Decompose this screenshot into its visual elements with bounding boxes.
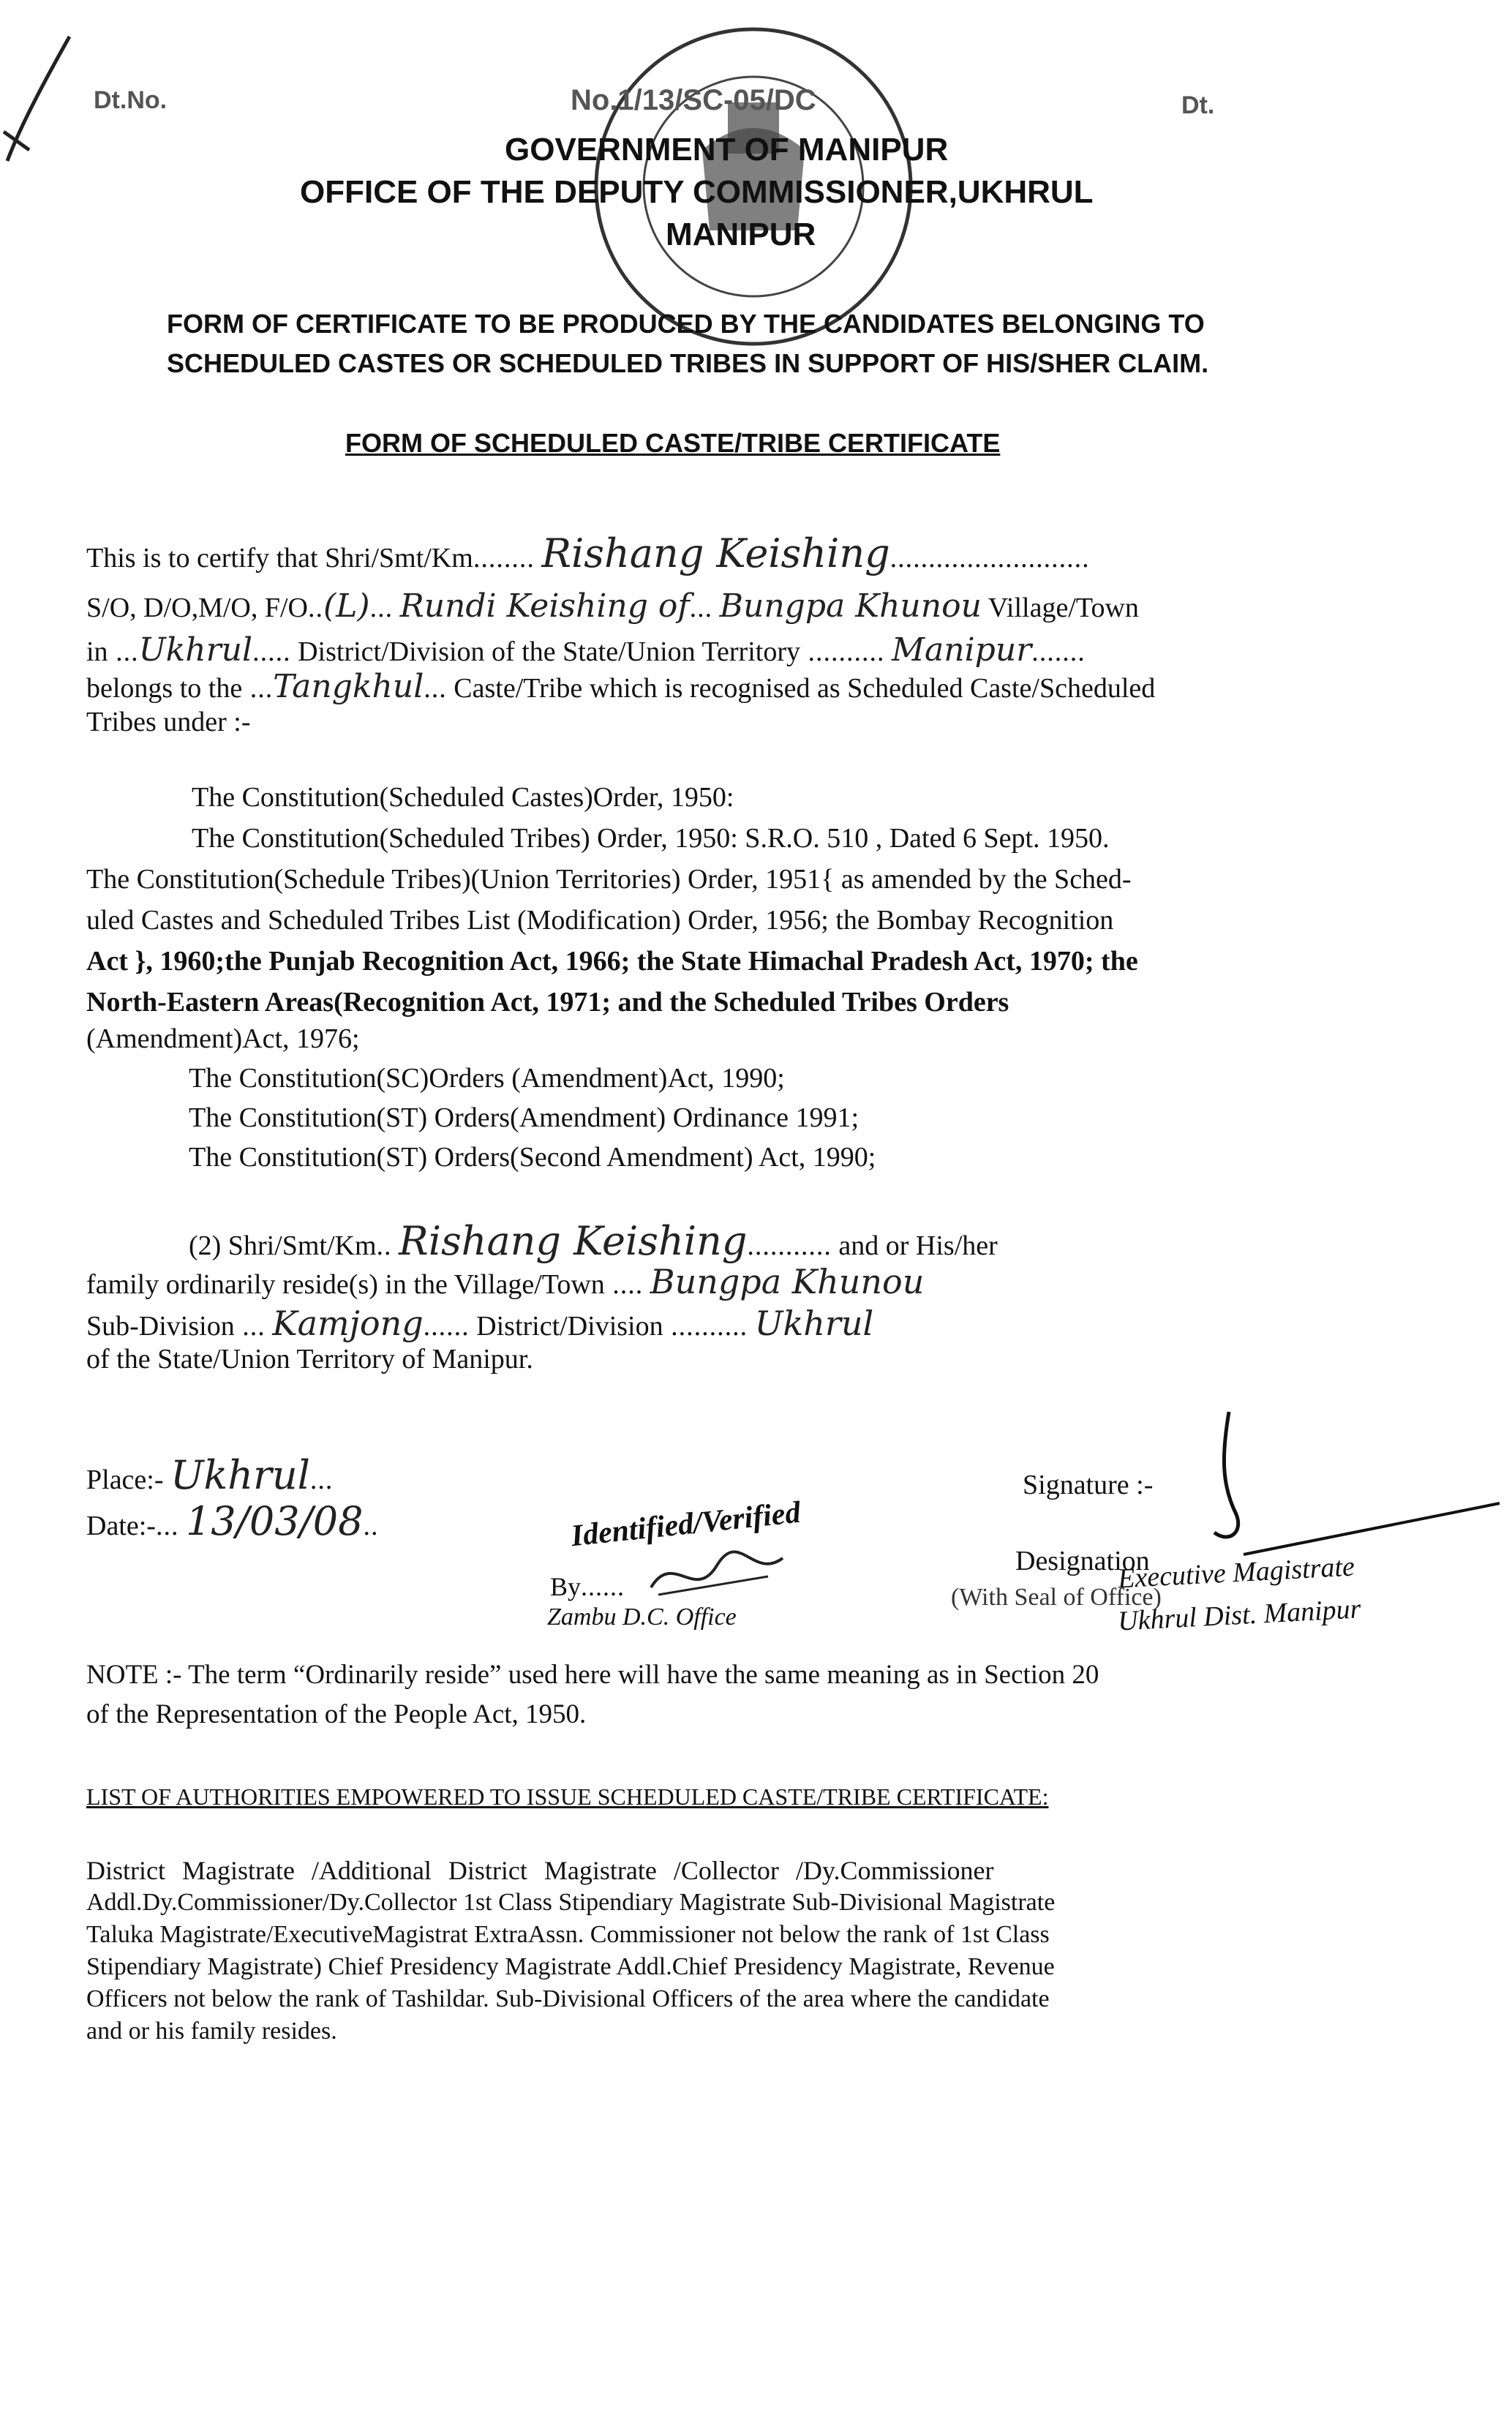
seal-label: (With Seal of Office) <box>951 1584 1162 1611</box>
tribe-prefix: belongs to the <box>86 673 243 704</box>
authorities-line5: Officers not below the rank of Tashildar. Sub-Divisional Officers of the area where the candidate <box>86 1985 1050 2012</box>
relation-mark: (L) <box>323 587 370 625</box>
order-1: The Constitution(Scheduled Castes)Order, 1950: <box>192 782 734 813</box>
certify-line2: S/O, D/O,M/O, F/O..(L)... Rundi Keishing of... Bungpa Khunou Village/Town <box>86 587 1139 625</box>
ref-number: No.1/13/SC-05/DC <box>571 84 816 116</box>
residence-line2: family ordinarily reside(s) in the Village/Town .... Bungpa Khunou <box>86 1262 925 1301</box>
date-row: Date:-... 13/03/08.. <box>86 1498 379 1544</box>
residence-district: Ukhrul <box>754 1304 874 1343</box>
district-name: Ukhrul <box>138 631 253 669</box>
signature-label: Signature :- <box>1023 1470 1154 1500</box>
order-3e: (Amendment)Act, 1976; <box>86 1023 360 1054</box>
order-6: The Constitution(ST) Orders(Second Amendment) Act, 1990; <box>189 1142 876 1173</box>
district-prefix: in <box>86 636 108 667</box>
margin-pen-mark <box>0 22 88 168</box>
authorities-heading: LIST OF AUTHORITIES EMPOWERED TO ISSUE SCHEDULED CASTE/TRIBE CERTIFICATE: <box>86 1783 1049 1810</box>
district-mid: District/Division of the State/Union Territory <box>298 636 800 667</box>
by-row: By...... <box>550 1572 625 1601</box>
order-4: The Constitution(SC)Orders (Amendment)Act, 1990; <box>189 1063 785 1094</box>
by-label: By <box>550 1572 582 1601</box>
certify-line4: belongs to the ...Tangkhul... Caste/Tribe which is recognised as Scheduled Caste/Scheduled <box>86 668 1156 705</box>
by-value: Zambu D.C. Office <box>547 1603 737 1631</box>
candidate-name: Rishang Keishing <box>541 530 890 576</box>
certify-prefix: This is to certify that Shri/Smt/Km <box>86 543 473 574</box>
form-subtitle: FORM OF SCHEDULED CASTE/TRIBE CERTIFICATE <box>345 428 1001 458</box>
place-heading: MANIPUR <box>666 217 816 252</box>
certify-line3: in ...Ukhrul..... District/Division of the State/Union Territory .......... Manipur....... <box>86 631 1086 669</box>
order-3a: The Constitution(Schedule Tribes)(Union Territories) Order, 1951{ as amended by the Sched- <box>86 864 1132 895</box>
authorities-line1: District Magistrate /Additional District Magistrate /Collector /Dy.Commissioner <box>86 1856 994 1885</box>
order-3b: uled Castes and Scheduled Tribes List (Modification) Order, 1956; the Bombay Recognition <box>86 905 1114 936</box>
certify-line5: Tribes under :- <box>86 707 251 737</box>
government-heading: GOVERNMENT OF MANIPUR <box>505 132 949 168</box>
form-title-line1: FORM OF CERTIFICATE TO BE PRODUCED BY THE CANDIDATES BELONGING TO <box>167 309 1205 339</box>
order-2: The Constitution(Scheduled Tribes) Order, 1950: S.R.O. 510 , Dated 6 Sept. 1950. <box>192 823 1110 854</box>
verifier-initials <box>644 1544 790 1609</box>
relation-prefix: S/O, D/O,M/O, F/O <box>86 593 308 623</box>
ref-left: Dt.No. <box>94 86 168 114</box>
office-heading: OFFICE OF THE DEPUTY COMMISSIONER,UKHRUL <box>300 174 1094 210</box>
residence-line1: (2) Shri/Smt/Km.. Rishang Keishing........... and or His/her <box>189 1218 998 1264</box>
certify-line1: This is to certify that Shri/Smt/Km........ Rishang Keishing.......................... <box>86 530 1090 576</box>
authorities-line6: and or his family resides. <box>86 2018 337 2045</box>
place-value: Ukhrul <box>170 1452 310 1498</box>
order-3d: North-Eastern Areas(Recognition Act, 1971; and the Scheduled Tribes Orders <box>86 987 1009 1018</box>
officer-signature <box>1200 1405 1507 1565</box>
date-label: Date:- <box>86 1511 156 1541</box>
ref-right: Dt. <box>1181 91 1215 119</box>
designation-value-2: Ukhrul Dist. Manipur <box>1117 1593 1362 1637</box>
village-suffix: Village/Town <box>988 593 1139 623</box>
residence-village: Bungpa Khunou <box>650 1262 925 1301</box>
state-name: Manipur <box>891 631 1032 669</box>
form-title-line2: SCHEDULED CASTES OR SCHEDULED TRIBES IN SUPPORT OF HIS/SHER CLAIM. <box>167 348 1209 378</box>
residence-prefix: (2) Shri/Smt/Km <box>189 1230 377 1261</box>
note-line1: NOTE :- The term “Ordinarily reside” used here will have the same meaning as in Section 20 <box>86 1660 1099 1690</box>
designation-label: Designation <box>1015 1546 1150 1576</box>
residence-district-mid: District/Division <box>476 1311 663 1342</box>
tribe-suffix: Caste/Tribe which is recognised as Scheduled Caste/Scheduled <box>454 673 1156 704</box>
residence-suffix: and or His/her <box>838 1230 998 1261</box>
identified-verified-stamp: Identified/Verified <box>569 1495 802 1554</box>
order-5: The Constitution(ST) Orders(Amendment) Ordinance 1991; <box>189 1102 860 1133</box>
date-value: 13/03/08 <box>185 1498 364 1544</box>
residence-village-prefix: family ordinarily reside(s) in the Village/Town <box>86 1269 605 1300</box>
parent-name: Rundi Keishing of <box>399 587 690 625</box>
note-line2: of the Representation of the People Act, 1950. <box>86 1699 587 1729</box>
residence-line3: Sub-Division ... Kamjong...... District/Division .......... Ukhrul <box>86 1304 874 1343</box>
authorities-line3: Taluka Magistrate/ExecutiveMagistrat ExtraAssn. Commissioner not below the rank of 1st Class <box>86 1921 1050 1948</box>
order-3c: Act }, 1960;the Punjab Recognition Act, 1966; the State Himachal Pradesh Act, 1970; the <box>86 946 1138 977</box>
subdivision-name: Kamjong <box>272 1304 424 1343</box>
tribe-name: Tangkhul <box>273 668 424 705</box>
subdivision-prefix: Sub-Division <box>86 1311 235 1342</box>
place-label: Place:- <box>86 1465 164 1495</box>
place-row: Place:- Ukhrul... <box>86 1452 334 1498</box>
village-name: Bungpa Khunou <box>719 587 982 625</box>
residence-line4: of the State/Union Territory of Manipur. <box>86 1344 533 1375</box>
residence-name: Rishang Keishing <box>399 1218 748 1264</box>
authorities-line4: Stipendiary Magistrate) Chief Presidency Magistrate Addl.Chief Presidency Magistrate, Revenue <box>86 1953 1055 1980</box>
designation-value-1: Executive Magistrate <box>1117 1551 1355 1595</box>
authorities-line2: Addl.Dy.Commissioner/Dy.Collector 1st Class Stipendiary Magistrate Sub-Divisional Magistrate <box>86 1889 1056 1916</box>
